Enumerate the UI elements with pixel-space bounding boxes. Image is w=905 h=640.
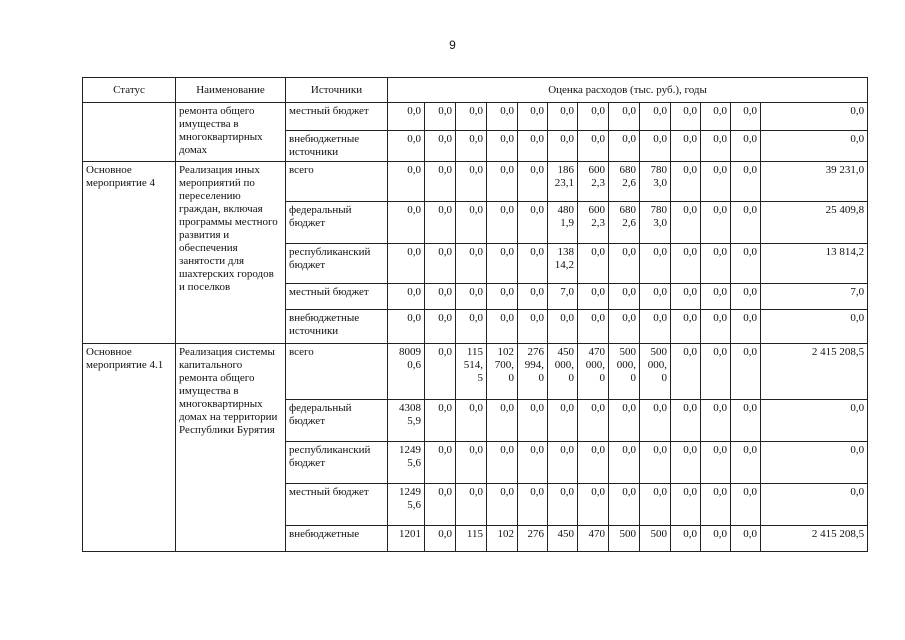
value-cell: 0,0 xyxy=(388,202,425,244)
value-cell: 0,0 xyxy=(425,244,456,284)
value-cell: 4308 5,9 xyxy=(388,400,425,442)
value-cell: 0,0 xyxy=(578,400,609,442)
value-cell: 7,0 xyxy=(548,284,578,310)
value-cell: 780 3,0 xyxy=(640,202,671,244)
value-cell: 0,0 xyxy=(487,310,518,344)
value-cell: 0,0 xyxy=(388,310,425,344)
value-cell: 0,0 xyxy=(487,284,518,310)
header-status: Статус xyxy=(83,78,176,103)
value-cell: 0,0 xyxy=(388,244,425,284)
value-cell: 0,0 xyxy=(731,526,761,552)
value-cell: 138 14,2 xyxy=(548,244,578,284)
source-cell: внебюджетные источники xyxy=(286,131,388,162)
value-cell: 0,0 xyxy=(388,284,425,310)
value-cell: 0,0 xyxy=(456,202,487,244)
value-cell: 0,0 xyxy=(456,484,487,526)
value-cell: 0,0 xyxy=(518,310,548,344)
value-cell: 0,0 xyxy=(701,526,731,552)
value-cell: 0,0 xyxy=(456,442,487,484)
value-cell: 186 23,1 xyxy=(548,162,578,202)
value-cell: 0,0 xyxy=(518,244,548,284)
value-cell: 0,0 xyxy=(731,202,761,244)
total-cell: 0,0 xyxy=(761,131,868,162)
status-cell: Основное мероприятие 4.1 xyxy=(83,344,176,552)
value-cell: 0,0 xyxy=(731,400,761,442)
value-cell: 0,0 xyxy=(640,131,671,162)
value-cell: 0,0 xyxy=(548,310,578,344)
value-cell: 0,0 xyxy=(518,284,548,310)
source-cell: внебюджетные xyxy=(286,526,388,552)
value-cell: 0,0 xyxy=(671,131,701,162)
value-cell: 0,0 xyxy=(425,103,456,131)
source-cell: федеральный бюджет xyxy=(286,400,388,442)
value-cell: 0,0 xyxy=(609,284,640,310)
value-cell: 0,0 xyxy=(578,284,609,310)
value-cell: 0,0 xyxy=(456,244,487,284)
value-cell: 500 000, 0 xyxy=(640,344,671,400)
budget-table xyxy=(82,77,868,552)
value-cell: 0,0 xyxy=(425,162,456,202)
name-cell: ремонта общего имущества в многоквартирных домах xyxy=(176,103,286,162)
value-cell: 0,0 xyxy=(609,400,640,442)
value-cell: 0,0 xyxy=(609,131,640,162)
value-cell: 8009 0,6 xyxy=(388,344,425,400)
value-cell: 600 2,3 xyxy=(578,162,609,202)
value-cell: 0,0 xyxy=(578,131,609,162)
page-number: 9 xyxy=(449,38,456,52)
value-cell: 0,0 xyxy=(518,442,548,484)
total-cell: 39 231,0 xyxy=(761,162,868,202)
value-cell: 0,0 xyxy=(578,442,609,484)
value-cell: 0,0 xyxy=(731,284,761,310)
value-cell: 0,0 xyxy=(671,202,701,244)
value-cell: 0,0 xyxy=(671,162,701,202)
value-cell: 0,0 xyxy=(425,131,456,162)
value-cell: 0,0 xyxy=(578,310,609,344)
value-cell: 0,0 xyxy=(518,103,548,131)
value-cell: 0,0 xyxy=(609,310,640,344)
value-cell: 680 2,6 xyxy=(609,162,640,202)
total-cell: 0,0 xyxy=(761,103,868,131)
value-cell: 0,0 xyxy=(640,103,671,131)
value-cell: 276 994, 0 xyxy=(518,344,548,400)
value-cell: 0,0 xyxy=(731,484,761,526)
source-cell: республиканский бюджет xyxy=(286,442,388,484)
source-cell: местный бюджет xyxy=(286,484,388,526)
value-cell: 276 xyxy=(518,526,548,552)
value-cell: 1249 5,6 xyxy=(388,442,425,484)
value-cell: 0,0 xyxy=(487,484,518,526)
value-cell: 0,0 xyxy=(518,400,548,442)
value-cell: 0,0 xyxy=(487,162,518,202)
total-cell: 0,0 xyxy=(761,442,868,484)
value-cell: 780 3,0 xyxy=(640,162,671,202)
value-cell: 0,0 xyxy=(487,202,518,244)
value-cell: 0,0 xyxy=(731,310,761,344)
total-cell: 13 814,2 xyxy=(761,244,868,284)
value-cell: 600 2,3 xyxy=(578,202,609,244)
value-cell: 0,0 xyxy=(671,484,701,526)
table-row xyxy=(83,344,868,400)
value-cell: 0,0 xyxy=(425,442,456,484)
value-cell: 0,0 xyxy=(701,284,731,310)
value-cell: 0,0 xyxy=(487,244,518,284)
value-cell: 0,0 xyxy=(518,202,548,244)
total-cell: 0,0 xyxy=(761,310,868,344)
table-row xyxy=(83,162,868,202)
status-cell xyxy=(83,103,176,162)
value-cell: 102 700, 0 xyxy=(487,344,518,400)
value-cell: 0,0 xyxy=(487,103,518,131)
value-cell: 0,0 xyxy=(701,400,731,442)
value-cell: 0,0 xyxy=(701,344,731,400)
total-cell: 25 409,8 xyxy=(761,202,868,244)
total-cell: 0,0 xyxy=(761,400,868,442)
total-cell: 2 415 208,5 xyxy=(761,526,868,552)
value-cell: 0,0 xyxy=(701,442,731,484)
value-cell: 470 xyxy=(578,526,609,552)
value-cell: 0,0 xyxy=(671,103,701,131)
value-cell: 1249 5,6 xyxy=(388,484,425,526)
value-cell: 0,0 xyxy=(731,442,761,484)
value-cell: 0,0 xyxy=(548,103,578,131)
header-name: Наименование xyxy=(176,78,286,103)
value-cell: 0,0 xyxy=(518,131,548,162)
value-cell: 0,0 xyxy=(456,131,487,162)
value-cell: 450 xyxy=(548,526,578,552)
source-cell: всего xyxy=(286,344,388,400)
value-cell: 0,0 xyxy=(518,162,548,202)
value-cell: 470 000, 0 xyxy=(578,344,609,400)
value-cell: 1201 xyxy=(388,526,425,552)
source-cell: всего xyxy=(286,162,388,202)
value-cell: 0,0 xyxy=(701,244,731,284)
value-cell: 0,0 xyxy=(609,103,640,131)
value-cell: 0,0 xyxy=(671,284,701,310)
value-cell: 500 000, 0 xyxy=(609,344,640,400)
value-cell: 0,0 xyxy=(578,103,609,131)
value-cell: 0,0 xyxy=(640,442,671,484)
value-cell: 0,0 xyxy=(425,202,456,244)
value-cell: 0,0 xyxy=(671,344,701,400)
value-cell: 450 000, 0 xyxy=(548,344,578,400)
value-cell: 0,0 xyxy=(388,131,425,162)
value-cell: 0,0 xyxy=(671,244,701,284)
value-cell: 0,0 xyxy=(548,131,578,162)
value-cell: 0,0 xyxy=(578,484,609,526)
value-cell: 102 xyxy=(487,526,518,552)
value-cell: 0,0 xyxy=(487,442,518,484)
source-cell: внебюджетные источники xyxy=(286,310,388,344)
source-cell: местный бюджет xyxy=(286,103,388,131)
value-cell: 0,0 xyxy=(701,103,731,131)
value-cell: 0,0 xyxy=(425,484,456,526)
value-cell: 0,0 xyxy=(671,442,701,484)
value-cell: 0,0 xyxy=(640,284,671,310)
value-cell: 0,0 xyxy=(388,103,425,131)
value-cell: 0,0 xyxy=(609,244,640,284)
value-cell: 0,0 xyxy=(640,484,671,526)
value-cell: 0,0 xyxy=(548,400,578,442)
value-cell: 115 514, 5 xyxy=(456,344,487,400)
value-cell: 0,0 xyxy=(731,244,761,284)
value-cell: 0,0 xyxy=(456,400,487,442)
value-cell: 0,0 xyxy=(640,310,671,344)
total-cell: 2 415 208,5 xyxy=(761,344,868,400)
value-cell: 0,0 xyxy=(609,484,640,526)
value-cell: 0,0 xyxy=(456,284,487,310)
value-cell: 0,0 xyxy=(456,103,487,131)
value-cell: 0,0 xyxy=(701,484,731,526)
value-cell: 0,0 xyxy=(388,162,425,202)
value-cell: 115 xyxy=(456,526,487,552)
status-cell: Основное мероприятие 4 xyxy=(83,162,176,344)
value-cell: 500 xyxy=(609,526,640,552)
value-cell: 0,0 xyxy=(701,162,731,202)
value-cell: 0,0 xyxy=(487,400,518,442)
value-cell: 0,0 xyxy=(425,400,456,442)
value-cell: 0,0 xyxy=(425,344,456,400)
value-cell: 0,0 xyxy=(609,442,640,484)
source-cell: республиканский бюджет xyxy=(286,244,388,284)
value-cell: 0,0 xyxy=(731,103,761,131)
total-cell: 7,0 xyxy=(761,284,868,310)
value-cell: 680 2,6 xyxy=(609,202,640,244)
value-cell: 0,0 xyxy=(518,484,548,526)
value-cell: 0,0 xyxy=(731,344,761,400)
value-cell: 0,0 xyxy=(701,202,731,244)
value-cell: 0,0 xyxy=(671,526,701,552)
value-cell: 0,0 xyxy=(548,484,578,526)
value-cell: 0,0 xyxy=(701,310,731,344)
value-cell: 0,0 xyxy=(640,400,671,442)
value-cell: 0,0 xyxy=(425,310,456,344)
value-cell: 480 1,9 xyxy=(548,202,578,244)
value-cell: 0,0 xyxy=(548,442,578,484)
name-cell: Реализация иных мероприятий по переселению граждан, включая программы местного развития и обеспечения занятости для шахтерских городов и поселков xyxy=(176,162,286,344)
value-cell: 0,0 xyxy=(701,131,731,162)
value-cell: 0,0 xyxy=(456,162,487,202)
value-cell: 0,0 xyxy=(578,244,609,284)
total-cell: 0,0 xyxy=(761,484,868,526)
source-cell: местный бюджет xyxy=(286,284,388,310)
value-cell: 500 xyxy=(640,526,671,552)
name-cell: Реализация системы капитального ремонта общего имущества в многоквартирных домах на территории Республики Бурятия xyxy=(176,344,286,552)
value-cell: 0,0 xyxy=(731,131,761,162)
source-cell: федеральный бюджет xyxy=(286,202,388,244)
value-cell: 0,0 xyxy=(425,284,456,310)
value-cell: 0,0 xyxy=(640,244,671,284)
value-cell: 0,0 xyxy=(731,162,761,202)
header-source: Источники xyxy=(286,78,388,103)
header-row xyxy=(83,78,868,103)
table-row xyxy=(83,103,868,131)
value-cell: 0,0 xyxy=(487,131,518,162)
value-cell: 0,0 xyxy=(671,400,701,442)
value-cell: 0,0 xyxy=(425,526,456,552)
header-estimate: Оценка расходов (тыс. руб.), годы xyxy=(388,78,868,103)
value-cell: 0,0 xyxy=(456,310,487,344)
value-cell: 0,0 xyxy=(671,310,701,344)
